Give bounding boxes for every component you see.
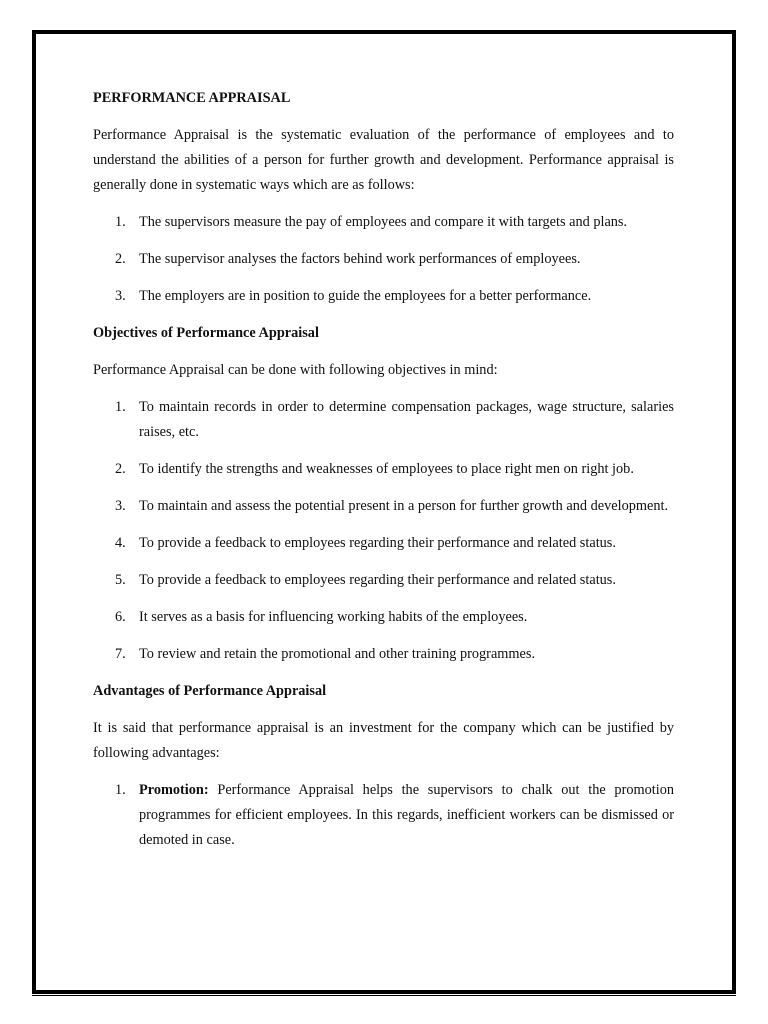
list-number: 5. bbox=[115, 572, 126, 588]
list-number: 7. bbox=[115, 646, 126, 662]
list-item-text: The supervisors measure the pay of employees and compare it with targets and plans. bbox=[139, 214, 628, 230]
section-heading-objectives: Objectives of Performance Appraisal bbox=[93, 325, 319, 341]
list-item bbox=[93, 531, 674, 556]
list-item bbox=[93, 778, 674, 853]
list-number: 1. bbox=[115, 782, 126, 798]
list-item bbox=[93, 494, 674, 519]
list-item-text: To maintain and assess the potential present in a person for further growth and development. bbox=[139, 498, 669, 514]
document-body bbox=[93, 86, 674, 865]
objectives-intro-paragraph: Performance Appraisal can be done with following objectives in mind: bbox=[93, 362, 498, 378]
list-number: 3. bbox=[115, 288, 126, 304]
list-item bbox=[93, 284, 674, 309]
list-item-text: Performance Appraisal helps the supervisors to chalk out the promotion programmes for efficient employees. In this regards, inefficient workers can be dismissed or demoted in case. bbox=[139, 782, 674, 848]
objectives-list bbox=[93, 395, 674, 667]
appraisal-ways-list bbox=[93, 210, 674, 309]
list-item-text: To provide a feedback to employees regarding their performance and related status. bbox=[139, 572, 616, 588]
page-border-double-line bbox=[32, 995, 736, 996]
list-item bbox=[93, 247, 674, 272]
list-item bbox=[93, 642, 674, 667]
list-number: 2. bbox=[115, 251, 126, 267]
section-heading-advantages: Advantages of Performance Appraisal bbox=[93, 683, 327, 699]
list-number: 6. bbox=[115, 609, 126, 625]
list-item bbox=[93, 568, 674, 593]
list-item-text: To provide a feedback to employees regarding their performance and related status. bbox=[139, 535, 616, 551]
list-item bbox=[93, 210, 674, 235]
list-item-text: The supervisor analyses the factors behind work performances of employees. bbox=[139, 251, 581, 267]
list-item bbox=[93, 605, 674, 630]
list-item bbox=[93, 457, 674, 482]
advantages-intro-paragraph: It is said that performance appraisal is an investment for the company which can be justified by following advantages: bbox=[93, 720, 674, 761]
list-item-text: To maintain records in order to determine compensation packages, wage structure, salaries raises, etc. bbox=[139, 399, 674, 440]
section-heading-performance-appraisal: PERFORMANCE APPRAISAL bbox=[93, 90, 291, 106]
list-number: 4. bbox=[115, 535, 126, 551]
list-number: 3. bbox=[115, 498, 126, 514]
list-number: 2. bbox=[115, 461, 126, 477]
list-item-text: To review and retain the promotional and other training programmes. bbox=[139, 646, 536, 662]
intro-paragraph: Performance Appraisal is the systematic evaluation of the performance of employees and to understand the abilities of a person for further growth and development. Performance appraisal is generally done in systematic ways which are as follows: bbox=[93, 127, 674, 193]
list-number: 1. bbox=[115, 399, 126, 415]
advantages-list bbox=[93, 778, 674, 853]
list-item bbox=[93, 395, 674, 445]
list-item-text: To identify the strengths and weaknesses of employees to place right men on right job. bbox=[139, 461, 634, 477]
list-item-text: It serves as a basis for influencing working habits of the employees. bbox=[139, 609, 528, 625]
advantage-term: Promotion: bbox=[139, 782, 209, 798]
list-number: 1. bbox=[115, 214, 126, 230]
list-item-text: The employers are in position to guide the employees for a better performance. bbox=[139, 288, 592, 304]
